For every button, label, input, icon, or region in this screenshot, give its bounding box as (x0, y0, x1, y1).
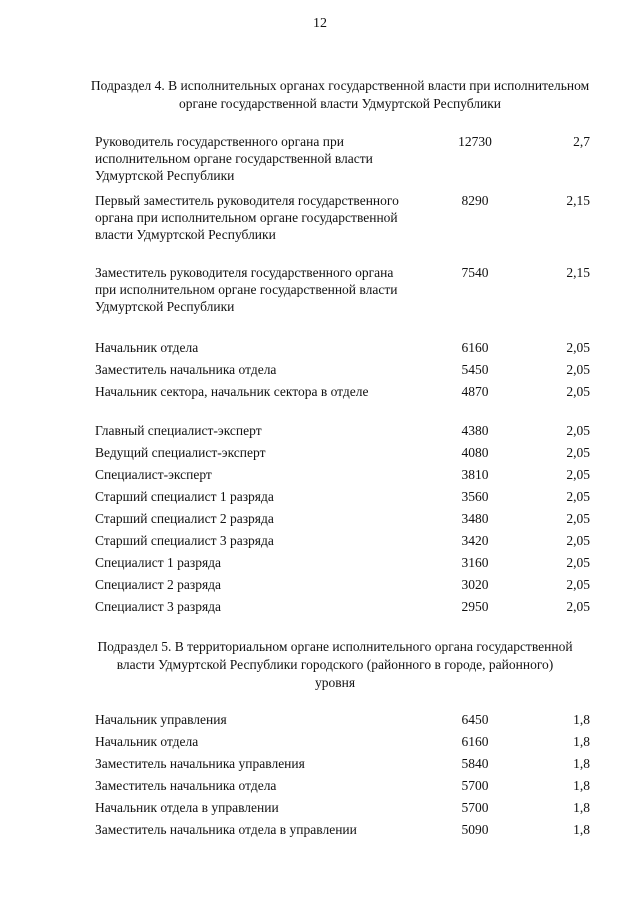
salary-value: 4380 (461, 423, 489, 438)
coefficient-value: 2,05 (566, 511, 590, 526)
coefficient-value: 2,15 (566, 193, 590, 208)
position-name: Специалист 1 разряда (95, 555, 222, 570)
table-row (95, 383, 590, 417)
table-row (95, 264, 590, 332)
salary-value: 6160 (461, 734, 489, 749)
salary-value: 5700 (461, 800, 489, 815)
coefficient-value: 2,05 (566, 489, 590, 504)
salary-value: 3160 (461, 555, 489, 570)
coefficient-value: 2,05 (566, 445, 590, 460)
position-name: Начальник управления (95, 712, 227, 727)
coefficient-value: 2,05 (566, 340, 590, 355)
salary-value: 5090 (461, 822, 489, 837)
position-name: Главный специалист-эксперт (95, 423, 262, 438)
coefficient-value: 2,05 (566, 384, 590, 399)
position-name: Заместитель начальника отдела (95, 362, 277, 377)
salary-value: 12730 (458, 134, 492, 149)
salary-value: 3420 (461, 533, 489, 548)
position-name: Заместитель начальника отдела (95, 778, 277, 793)
position-name: Первый заместитель руководителя государственного органа при исполнительном органе государственной власти Удмуртской Республики (95, 193, 399, 242)
section5-title: Подраздел 5. В территориальном органе исполнительного органа государственной власти Удмуртской Республики городского (районного в городе, районного) уровня (97, 639, 573, 690)
position-name: Ведущий специалист-эксперт (95, 445, 266, 460)
salary-value: 6160 (461, 340, 489, 355)
salary-value: 4080 (461, 445, 489, 460)
salary-value: 5840 (461, 756, 489, 771)
position-name: Заместитель руководителя государственного органа при исполнительном органе государственной власти Удмуртской Республики (95, 265, 398, 314)
coefficient-value: 1,8 (573, 712, 590, 727)
position-name: Старший специалист 2 разряда (95, 511, 274, 526)
coefficient-value: 1,8 (573, 822, 590, 837)
coefficient-value: 1,8 (573, 778, 590, 793)
table-row (95, 133, 590, 184)
salary-value: 3810 (461, 467, 489, 482)
position-name: Начальник отдела (95, 734, 199, 749)
salary-value: 3020 (461, 577, 489, 592)
page-number: 12 (313, 16, 327, 31)
position-name: Заместитель начальника отдела в управлении (95, 822, 357, 837)
coefficient-value: 2,05 (566, 533, 590, 548)
salary-value: 5450 (461, 362, 489, 377)
coefficient-value: 2,05 (566, 577, 590, 592)
coefficient-value: 2,7 (573, 134, 590, 149)
coefficient-value: 1,8 (573, 734, 590, 749)
section4-title: Подраздел 4. В исполнительных органах государственной власти при исполнительном органе государственной власти Удмуртской Республики (90, 78, 590, 111)
salary-value: 3560 (461, 489, 489, 504)
position-name: Заместитель начальника управления (95, 756, 305, 771)
position-name: Старший специалист 3 разряда (95, 533, 274, 548)
coefficient-value: 2,15 (566, 265, 590, 280)
salary-value: 8290 (461, 193, 489, 208)
coefficient-value: 2,05 (566, 599, 590, 614)
position-name: Начальник отдела (95, 340, 199, 355)
coefficient-value: 2,05 (566, 423, 590, 438)
salary-value: 5700 (461, 778, 489, 793)
salary-value: 3480 (461, 511, 489, 526)
position-name: Специалист 2 разряда (95, 577, 222, 592)
table-row (95, 192, 590, 260)
position-name: Специалист 3 разряда (95, 599, 222, 614)
coefficient-value: 2,05 (566, 362, 590, 377)
salary-value: 4870 (461, 384, 489, 399)
position-name: Специалист-эксперт (95, 467, 212, 482)
coefficient-value: 1,8 (573, 756, 590, 771)
coefficient-value: 2,05 (566, 467, 590, 482)
position-name: Начальник отдела в управлении (95, 800, 279, 815)
position-name: Начальник сектора, начальник сектора в отделе (95, 384, 369, 399)
coefficient-value: 2,05 (566, 555, 590, 570)
position-name: Старший специалист 1 разряда (95, 489, 274, 504)
coefficient-value: 1,8 (573, 800, 590, 815)
position-name: Руководитель государственного органа при исполнительном органе государственной власти Удмуртской Республики (95, 134, 373, 183)
salary-value: 6450 (461, 712, 489, 727)
salary-value: 7540 (461, 265, 489, 280)
salary-value: 2950 (461, 599, 489, 614)
